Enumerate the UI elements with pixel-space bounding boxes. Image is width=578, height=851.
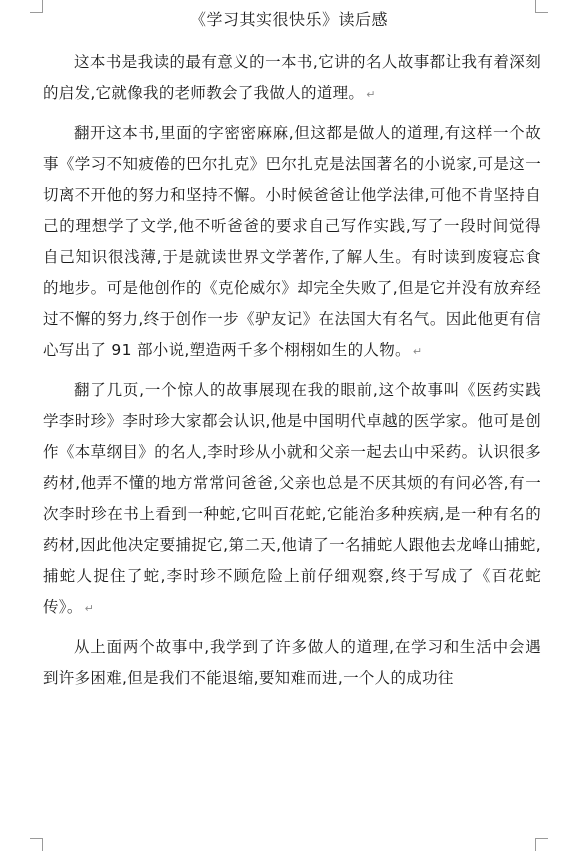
paragraph-2[interactable]	[43, 118, 541, 367]
paragraph-mark-icon: ↵	[84, 602, 95, 615]
paragraph-4[interactable]	[43, 632, 541, 694]
document-body[interactable]	[43, 47, 541, 694]
page-corner-mark-bottom-left	[30, 838, 43, 851]
paragraph-2-text: 翻开这本书,里面的字密密麻麻,但这都是做人的道理,有这样一个故事《学习不知疲倦的巴尔扎克》巴尔扎克是法国著名的小说家,可是这一切离不开他的努力和坚持不懈。小时候爸爸让他学法律,可他不肯坚持自己的理想学了文学,他不听爸爸的要求自己写作实践,写了一段时间觉得自己知识很浅薄,于是就读世界文学著作,了解人生。有时读到废寝忘食的地步。可是他创作的《克伦威尔》却完全失败了,但是它并没有放弃经过不懈的努力,终于创作一步《驴友记》在法国大有名气。因此他更有信心写出了 91 部小说,塑造两千多个栩栩如生的人物。	[43, 124, 541, 359]
page-corner-mark-bottom-right	[535, 838, 548, 851]
paragraph-4-text: 从上面两个故事中,我学到了许多做人的道理,在学习和生活中会遇到许多困难,但是我们不能退缩,要知难而进,一个人的成功往	[43, 638, 541, 687]
paragraph-3[interactable]	[43, 375, 541, 624]
paragraph-1-text: 这本书是我读的最有意义的一本书,它讲的名人故事都让我有着深刻的启发,它就像我的老师教会了我做人的道理。	[43, 53, 541, 102]
paragraph-1[interactable]	[43, 47, 541, 110]
document-title[interactable]: 《学习其实很快乐》读后感	[189, 10, 388, 29]
paragraph-mark-icon: ↵	[366, 88, 376, 101]
paragraph-mark-icon: ↵	[412, 345, 423, 358]
paragraph-3-text: 翻了几页,一个惊人的故事展现在我的眼前,这个故事叫《医药实践学李时珍》李时珍大家都会认识,他是中国明代卓越的医学家。他可是创作《本草纲目》的名人,李时珍从小就和父亲一起去山中采药。认识很多药材,他弄不懂的地方常常问爸爸,父亲也总是不厌其烦的有问必答,有一次李时珍在书上看到一种蛇,它叫百花蛇,它能治多种疾病,是一种有名的药材,因此他决定要捕捉它,第二天,他请了一名捕蛇人跟他去龙峰山捕蛇,捕蛇人捉住了蛇,李时珍不顾危险上前仔细观察,终于写成了《百花蛇传》。	[43, 381, 541, 616]
